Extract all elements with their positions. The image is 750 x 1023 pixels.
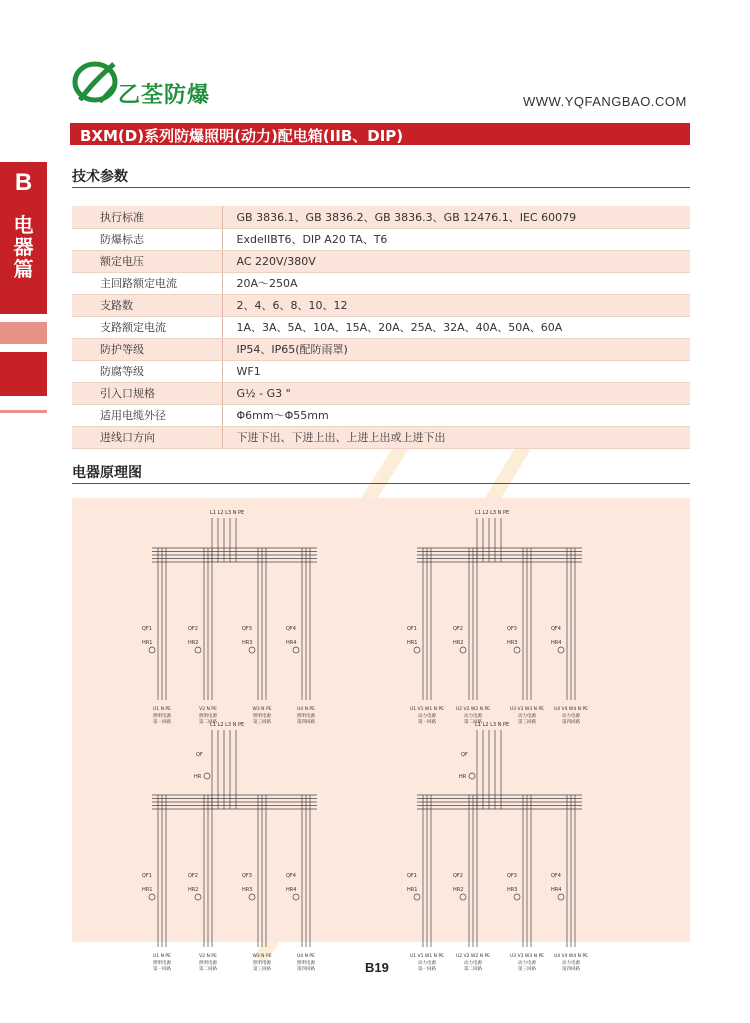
branch-breaker-label: QF3 <box>507 873 517 879</box>
branch-output-label: U3 V3 W3 N PE <box>509 954 545 959</box>
title-bar <box>70 123 690 145</box>
branch-output-label: V2 N PE <box>199 707 217 712</box>
spec-value: Φ6mm～Φ55mm <box>222 404 690 426</box>
spec-table <box>72 206 690 449</box>
branch-indicator-label: HR4 <box>551 887 562 893</box>
branch-output-label: U4 N PE <box>297 954 315 959</box>
branch-breaker-label: QF2 <box>188 873 198 879</box>
branch-breaker-label: QF2 <box>188 626 198 632</box>
spec-row <box>72 382 690 404</box>
spec-row <box>72 316 690 338</box>
branch-indicator-label: HR2 <box>188 887 199 893</box>
page-title: BXM(D)系列防爆照明(动力)配电箱(IIB、DIP) <box>80 127 404 145</box>
branch-breaker-label: QF1 <box>407 626 417 632</box>
brand-name: 乙荃防爆 <box>118 83 211 108</box>
side-tab-electrical[interactable] <box>0 162 47 314</box>
branch-breaker-label: QF1 <box>142 626 152 632</box>
spec-row <box>72 228 690 250</box>
branch-indicator-label: HR2 <box>188 640 199 646</box>
main-indicator-label: HR <box>459 774 467 780</box>
spec-key: 适用电缆外径 <box>72 404 222 426</box>
branch-breaker-label: QF3 <box>242 626 252 632</box>
branch-note: 照明电源第四回路 <box>297 714 315 725</box>
spec-value: WF1 <box>222 360 690 382</box>
circuit-diagram-4 <box>414 730 582 947</box>
branch-output-label: U4 N PE <box>297 707 315 712</box>
branch-indicator-label: HR3 <box>242 887 253 893</box>
branch-indicator-label: HR1 <box>407 640 418 646</box>
branch-breaker-label: QF2 <box>453 626 463 632</box>
spec-row <box>72 360 690 382</box>
input-label: L1 L2 L3 N PE <box>475 510 510 516</box>
website-url[interactable]: WWW.YQFANGBAO.COM <box>523 94 687 109</box>
spec-key: 进线口方向 <box>72 426 222 448</box>
spec-key: 执行标准 <box>72 206 222 228</box>
spec-row <box>72 206 690 228</box>
branch-note: 照明电源第二回路 <box>199 961 217 972</box>
spec-key: 主回路额定电流 <box>72 272 222 294</box>
section-rule-diagram <box>72 483 690 484</box>
input-label: L1 L2 L3 N PE <box>475 722 510 728</box>
branch-output-label: U4 V4 W4 N PE <box>553 954 589 959</box>
branch-indicator-label: HR1 <box>142 887 153 893</box>
input-label: L1 L2 L3 N PE <box>210 722 245 728</box>
spec-key: 防爆标志 <box>72 228 222 250</box>
spec-row <box>72 294 690 316</box>
spec-value: GB 3836.1、GB 3836.2、GB 3836.3、GB 12476.1、IEC 60079 <box>222 206 690 228</box>
branch-note: 动力电源第二回路 <box>464 714 482 725</box>
branch-output-label: U1 V1 W1 N PE <box>409 707 445 712</box>
main-breaker-label: QF <box>461 752 468 758</box>
branch-note: 照明电源第四回路 <box>297 961 315 972</box>
spec-value: 20A～250A <box>222 272 690 294</box>
branch-breaker-label: QF4 <box>551 873 561 879</box>
spec-value: 下进下出、下进上出、上进上出或上进下出 <box>222 426 690 448</box>
section-rule-specs <box>72 187 690 188</box>
spec-value: AC 220V/380V <box>222 250 690 272</box>
side-tab-letter: B <box>14 169 33 196</box>
branch-breaker-label: QF4 <box>551 626 561 632</box>
section-heading-specs: 技术参数 <box>72 169 128 185</box>
side-tab-line <box>0 410 47 413</box>
input-label: L1 L2 L3 N PE <box>210 510 245 516</box>
branch-output-label: U2 V2 W2 N PE <box>455 954 491 959</box>
branch-indicator-label: HR3 <box>507 640 518 646</box>
branch-indicator-label: HR3 <box>507 887 518 893</box>
branch-indicator-label: HR2 <box>453 640 464 646</box>
branch-note: 动力电源第三回路 <box>518 961 536 972</box>
branch-note: 动力电源第一回路 <box>418 961 436 972</box>
branch-indicator-label: HR2 <box>453 887 464 893</box>
branch-note: 动力电源第二回路 <box>464 961 482 972</box>
side-tab-divider <box>0 322 47 344</box>
section-heading-diagram: 电器原理图 <box>72 465 142 481</box>
spec-key: 支路数 <box>72 294 222 316</box>
branch-output-label: W3 N PE <box>252 954 272 959</box>
main-breaker-label: QF <box>196 752 203 758</box>
branch-output-label: U4 V4 W4 N PE <box>553 707 589 712</box>
spec-key: 防护等级 <box>72 338 222 360</box>
branch-breaker-label: QF1 <box>142 873 152 879</box>
branch-note: 照明电源第三回路 <box>253 961 271 972</box>
spec-row <box>72 338 690 360</box>
spec-key: 支路额定电流 <box>72 316 222 338</box>
branch-indicator-label: HR1 <box>142 640 153 646</box>
branch-indicator-label: HR4 <box>286 640 297 646</box>
spec-row <box>72 250 690 272</box>
branch-output-label: U2 V2 W2 N PE <box>455 707 491 712</box>
branch-breaker-label: QF1 <box>407 873 417 879</box>
circuit-diagram-1 <box>149 518 317 700</box>
branch-indicator-label: HR1 <box>407 887 418 893</box>
spec-value: 1A、3A、5A、10A、15A、20A、25A、32A、40A、50A、60A <box>222 316 690 338</box>
main-indicator-label: HR <box>194 774 202 780</box>
branch-note: 动力电源第四回路 <box>562 961 580 972</box>
spec-key: 额定电压 <box>72 250 222 272</box>
branch-note: 动力电源第三回路 <box>518 714 536 725</box>
branch-indicator-label: HR3 <box>242 640 253 646</box>
branch-output-label: V2 N PE <box>199 954 217 959</box>
branch-output-label: U1 N PE <box>153 954 171 959</box>
circuit-diagram-2 <box>414 518 582 700</box>
branch-breaker-label: QF4 <box>286 626 296 632</box>
page-number: B19 <box>365 960 389 975</box>
branch-breaker-label: QF3 <box>242 873 252 879</box>
spec-value: 2、4、6、8、10、12 <box>222 294 690 316</box>
spec-row <box>72 404 690 426</box>
spec-row <box>72 272 690 294</box>
circuit-diagram-3 <box>149 730 317 947</box>
branch-output-label: U3 V3 W3 N PE <box>509 707 545 712</box>
branch-breaker-label: QF2 <box>453 873 463 879</box>
spec-value: IP54、IP65(配防雨罩) <box>222 338 690 360</box>
branch-breaker-label: QF4 <box>286 873 296 879</box>
branch-indicator-label: HR4 <box>551 640 562 646</box>
spec-value: ExdeIIBT6、DIP A20 TA、T6 <box>222 228 690 250</box>
branch-note: 动力电源第四回路 <box>562 714 580 725</box>
branch-output-label: W3 N PE <box>252 707 272 712</box>
branch-note: 动力电源第一回路 <box>418 714 436 725</box>
branch-indicator-label: HR4 <box>286 887 297 893</box>
spec-key: 引入口规格 <box>72 382 222 404</box>
branch-output-label: U1 N PE <box>153 707 171 712</box>
branch-note: 照明电源第二回路 <box>199 714 217 725</box>
branch-breaker-label: QF3 <box>507 626 517 632</box>
branch-output-label: U1 V1 W1 N PE <box>409 954 445 959</box>
branch-note: 照明电源第一回路 <box>153 961 171 972</box>
spec-row <box>72 426 690 448</box>
branch-note: 照明电源第三回路 <box>253 714 271 725</box>
spec-value: G½ - G3 " <box>222 382 690 404</box>
branch-note: 照明电源第一回路 <box>153 714 171 725</box>
side-tab-block <box>0 352 47 396</box>
spec-key: 防腐等级 <box>72 360 222 382</box>
side-tab-label: 电 器 篇 <box>13 213 34 281</box>
